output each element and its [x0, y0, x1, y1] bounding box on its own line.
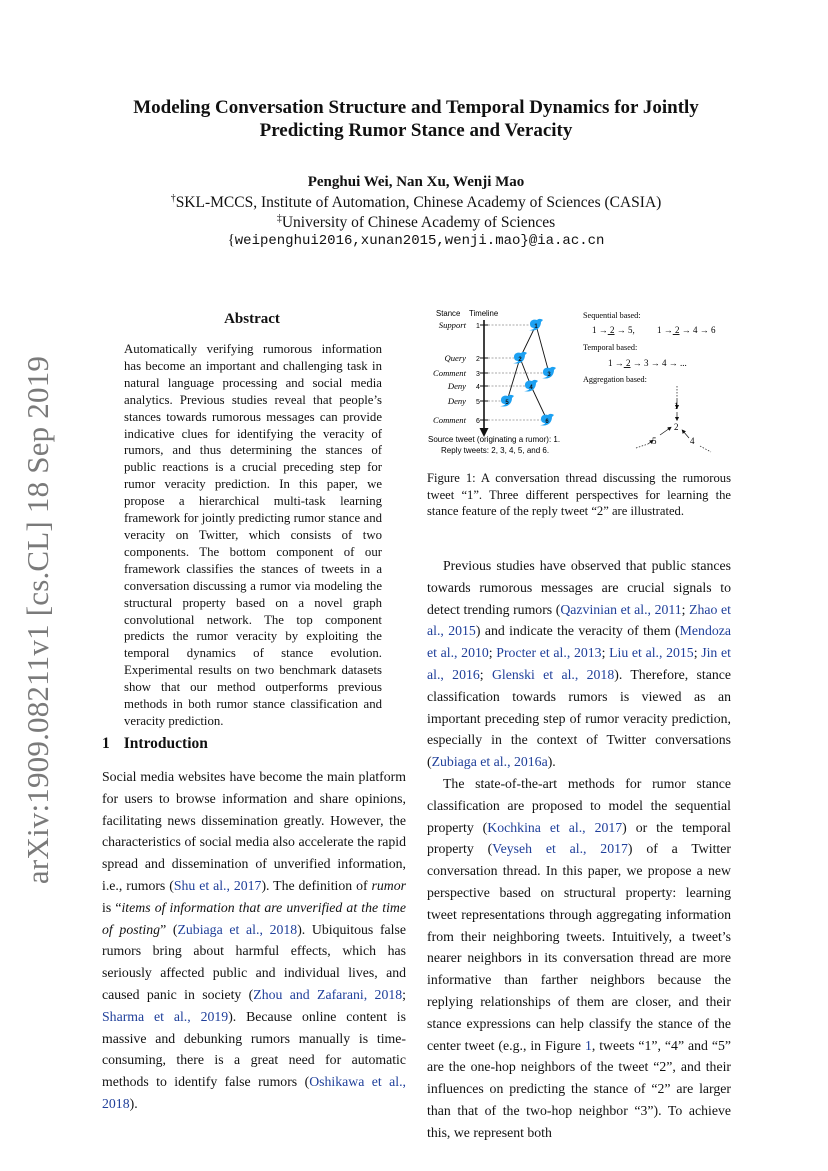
- text-run: ). Therefore, stance classification towards rumors is viewed as an important preceding step of rumor veracity prediction, especially in the context of Twitter conversations (: [427, 666, 731, 770]
- authors: Penghui Wei, Nan Xu, Wenji Mao: [307, 174, 525, 190]
- agg-dash-left: [636, 444, 648, 448]
- citation-link[interactable]: Zhou and Zafarani, 2018: [253, 986, 403, 1002]
- affiliation-2: [100, 213, 732, 232]
- stance-label-6: Comment: [433, 415, 466, 425]
- sequential-chain-b-part: 2: [672, 325, 680, 335]
- sequential-chain-b-part: 1: [657, 325, 662, 335]
- timeline-tick-4: 4: [476, 384, 480, 391]
- citation-link[interactable]: Veyseh et al., 2017: [492, 841, 628, 857]
- reply-edge-3-to-1: [536, 325, 549, 373]
- timeline-tick-3: 3: [476, 371, 480, 378]
- right-column-text: [427, 555, 731, 1144]
- sequential-chain-b-part: →: [679, 325, 691, 335]
- section-title: Introduction: [123, 735, 208, 752]
- paragraph-state-of-the-art: [427, 773, 731, 1144]
- text-run: is “: [102, 899, 122, 915]
- stance-label-3: Comment: [433, 368, 466, 378]
- citation-link[interactable]: Liu et al., 2015: [609, 645, 694, 661]
- citation-link[interactable]: Jin et al., 2016: [427, 645, 731, 682]
- paragraph-previous-studies: [427, 555, 731, 773]
- temporal-chain-part: 1: [608, 358, 613, 368]
- tweet-node-label: 3: [547, 372, 551, 378]
- agg-node-1: 1: [674, 401, 679, 411]
- affiliation-1: [100, 193, 732, 212]
- sequential-chain-a-part: 5,: [625, 325, 635, 335]
- abstract-heading: Abstract: [224, 311, 280, 327]
- affiliation-1-text: SKL-MCCS, Institute of Automation, Chinese Academy of Sciences (CASIA): [175, 194, 662, 212]
- abstract-body: Automatically verifying rumorous information has become an important and challenging task in natural language processing and social media analytics. Previous studies reveal that people’s stances towards rumorous messages can provide indicative clues for identifying the veracity of rumors, and thus determining the stances of public reactions is a crucial preceding step for rumor veracity prediction. In this paper, we propose a hierarchical multi-task learning framework for jointly predicting rumor stance and veracity on Twitter, which consists of two components. The bottom component of our framework classifies the stances of tweets in a conversation discussing a rumor via modeling the structural property based on a novel graph convolutional network. The top component predicts the rumor veracity by exploiting the temporal dynamics of stance evolution. Experimental results on two benchmark datasets show that our method outperforms previous methods in both rumor stance classification and veracity prediction.: [124, 342, 382, 728]
- figure-1-conversation-thread: [424, 306, 734, 464]
- temporal-chain-part: →: [630, 358, 642, 368]
- temporal-chain-part: 4: [659, 358, 667, 368]
- figure-header-stance: Stance: [436, 309, 461, 318]
- temporal-chain-part: ...: [677, 358, 687, 368]
- stance-label-5: Deny: [447, 396, 466, 406]
- section-heading-introduction: [102, 735, 208, 753]
- text-run: ;: [601, 645, 610, 661]
- agg-arrow-5-to-2: [660, 428, 670, 435]
- text-run: , tweets “1”, “4” and “5” are the one-hop neighbors of the tweet “2”, and their influences on predicting the stance of “2” are larger than that of the two-hop neighbor “3”). To achieve this, we represent both: [427, 1037, 731, 1140]
- citation-link[interactable]: Oshikawa et al., 2018: [102, 1074, 406, 1111]
- text-run: The state-of-the-art methods for rumor stance classification are proposed to model the sequential property (: [427, 775, 731, 835]
- author-emails: [100, 232, 732, 249]
- temporal-chain-part: 3: [641, 358, 649, 368]
- text-run: ” (: [160, 921, 178, 937]
- temporal-chain-part: →: [666, 358, 678, 368]
- title-line-1: Modeling Conversation Structure and Temporal Dynamics for Jointly: [133, 97, 699, 118]
- citation-link[interactable]: Zhao et al., 2015: [427, 601, 731, 639]
- sequential-chain-b-part: →: [661, 325, 673, 335]
- text-run: ) of a Twitter conversation thread. In this paper, we propose a new perspective based on structural property: learning tweet representations through aggregating information from their neighboring tweets. Intuitively, a tweet’s nearer neighbors in its conversation thread are more informative than farther neighbors because the replying relationships of them are closer, and their stance expressions can help classify the stance of the center tweet (e.g., in Figure: [427, 841, 731, 1053]
- tweet-node-4: [524, 380, 538, 392]
- text-run: Previous studies have observed that public stances towards rumorous messages are crucial signals to detect trending rumors (: [427, 558, 731, 617]
- tweet-node-label: 2: [518, 357, 522, 363]
- text-run: ).: [547, 754, 556, 770]
- figure-1-caption: Figure 1: A conversation thread discussing the rumorous tweet “1”. Three different perspectives for learning the stance feature of the reply tweet “2” are illustrated.: [427, 471, 731, 519]
- affiliation-1-mark: †: [170, 193, 176, 204]
- text-run: ). The definition of: [261, 877, 372, 893]
- tweet-node-1: [529, 319, 543, 331]
- figure-header-timeline: Timeline: [469, 309, 499, 318]
- affiliation-2-text: University of Chinese Academy of Sciences: [281, 214, 556, 232]
- text-run: ;: [681, 601, 690, 617]
- arxiv-identifier-text: arXiv:1909.08211v1 [cs.CL] 18 Sep 2019: [20, 355, 55, 885]
- source-note: Source tweet (originating a rumor): 1.: [428, 435, 561, 444]
- tweet-node-label: 6: [545, 419, 549, 425]
- timeline-tick-5: 5: [476, 399, 480, 406]
- tweet-node-label: 1: [534, 324, 538, 330]
- tweet-node-label: 5: [505, 400, 509, 406]
- tweet-node-3: [542, 367, 556, 379]
- sequential-chain-a-part: 2: [607, 325, 615, 335]
- citation-link[interactable]: Sharma et al., 2019: [102, 1008, 229, 1024]
- emphasis: items of information that are unverified at the time of posting: [102, 899, 406, 937]
- citation-link[interactable]: Zubiaga et al., 2018: [177, 921, 298, 937]
- paper-title: [100, 96, 732, 142]
- affiliation-2-mark: ‡: [276, 213, 282, 224]
- citation-link[interactable]: Kochkina et al., 2017: [487, 819, 623, 835]
- agg-node-5: 5: [652, 436, 657, 446]
- sequential-chain-b-part: 6: [708, 325, 716, 335]
- text-run: ) or the temporal property (: [427, 819, 731, 857]
- temporal-label: Temporal based:: [583, 343, 638, 352]
- tweet-node-label: 4: [529, 385, 533, 391]
- citation-link[interactable]: Procter et al., 2013: [496, 645, 602, 661]
- text-run: ;: [488, 645, 497, 661]
- citation-link[interactable]: Zubiaga et al., 2016a: [431, 754, 548, 770]
- citation-link[interactable]: Shu et al., 2017: [173, 877, 262, 893]
- agg-arrow-4-to-2: [683, 431, 689, 438]
- email-names: weipenghui2016,xunan2015,wenji.mao: [234, 233, 521, 249]
- temporal-chain-part: 2: [623, 358, 631, 368]
- figure-reference-link[interactable]: 1: [584, 1037, 592, 1053]
- temporal-chain: [608, 358, 687, 368]
- timeline-tick-1: 1: [476, 323, 480, 330]
- temporal-chain-part: →: [612, 358, 624, 368]
- tweet-node-5: [500, 395, 514, 407]
- text-run: ). Ubiquitous false rumors bring about harmful effects, which has seriously affected public and individual lives, and caused panic in society (: [102, 921, 406, 1002]
- sequential-chain-b-part: →: [697, 325, 709, 335]
- arxiv-identifier: [18, 355, 58, 885]
- temporal-chain-part: →: [648, 358, 660, 368]
- sequential-chain-a-part: →: [596, 325, 608, 335]
- sequential-chain-a-part: 1: [592, 325, 597, 335]
- stance-label-2: Query: [444, 353, 466, 363]
- agg-node-4: 4: [690, 436, 695, 446]
- sequential-chain-b-part: 4: [690, 325, 698, 335]
- email-brace-open: {: [227, 232, 235, 248]
- reply-note: Reply tweets: 2, 3, 4, 5, and 6.: [441, 446, 550, 455]
- sequential-chain-a-part: →: [614, 325, 626, 335]
- text-run: ;: [479, 666, 492, 682]
- tweet-node-6: [540, 414, 554, 426]
- sequential-label: Sequential based:: [583, 311, 641, 320]
- tweet-node-2: [513, 352, 527, 364]
- section-number: 1: [102, 735, 110, 752]
- agg-dash-right: [700, 446, 711, 452]
- stance-label-4: Deny: [447, 381, 466, 391]
- reply-edge-5-to-2: [507, 358, 520, 401]
- emphasis: rumor: [371, 877, 406, 893]
- title-line-2: Predicting Rumor Stance and Veracity: [259, 120, 573, 141]
- timeline-tick-6: 6: [476, 418, 480, 425]
- sequential-chain-a: [592, 325, 635, 335]
- text-run: ;: [402, 986, 406, 1002]
- agg-node-2: 2: [674, 422, 679, 432]
- aggregation-label: Aggregation based:: [583, 375, 647, 384]
- introduction-paragraph: [102, 766, 406, 1115]
- text-run: ).: [129, 1095, 138, 1111]
- citation-link[interactable]: Glenski et al., 2018: [491, 666, 615, 682]
- sequential-chain-b: [657, 325, 716, 335]
- text-run: ). Because online content is massive and debunking rumors manually is time-consuming, there is a great need for automatic methods to identify false rumors (: [102, 1008, 406, 1090]
- text-run: ) and indicate the veracity of them (: [475, 623, 680, 639]
- text-run: Social media websites have become the main platform for users to browse information and share opinions, facilitating news dissemination greatly. However, the characteristics of social media also accelerate the rapid spread and dissemination of unverified information, i.e., rumors (: [102, 769, 406, 893]
- citation-link[interactable]: Mendoza et al., 2010: [427, 623, 731, 661]
- citation-link[interactable]: Qazvinian et al., 2011: [560, 601, 682, 617]
- stance-label-1: Support: [438, 320, 466, 330]
- email-domain: }@ia.ac.cn: [520, 233, 605, 249]
- timeline-tick-2: 2: [476, 356, 480, 363]
- text-run: ;: [693, 645, 702, 661]
